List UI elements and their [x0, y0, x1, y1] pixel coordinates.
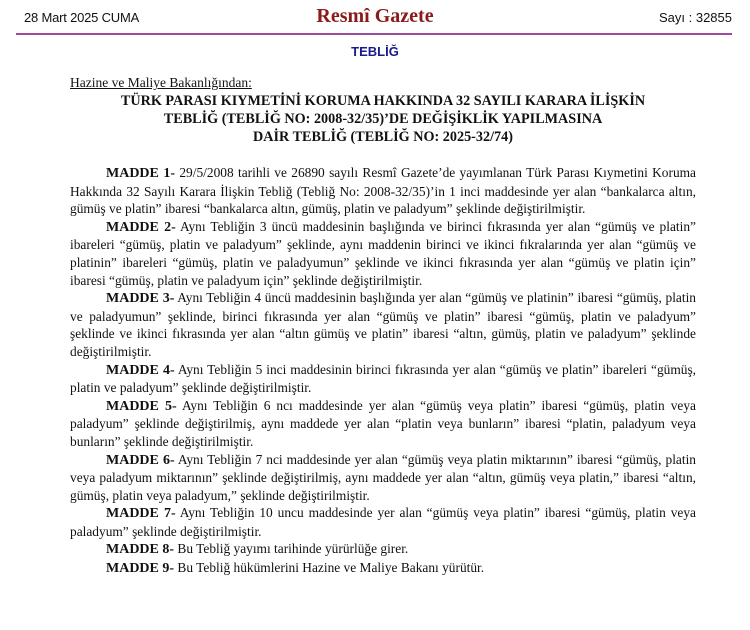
- article: [70, 504, 696, 540]
- article-label: MADDE 6-: [106, 452, 175, 468]
- document-heading-line: TÜRK PARASI KIYMETİNİ KORUMA HAKKINDA 32 SAYILI KARARA İLİŞKİN: [120, 93, 646, 109]
- article-label: MADDE 9-: [106, 561, 175, 577]
- article-label: MADDE 7-: [106, 506, 176, 522]
- article-text: Aynı Tebliğin 6 ncı maddesinde yer alan “gümüş veya platin” ibaresi “gümüş, platin veya paladyum” şeklinde değiştirilmiş, aynı maddede yer alan “platin veya bunların” ibaresi “platin, paladyum veya bunların” şeklinde değiştirilmiştir.: [70, 397, 696, 449]
- article-text: Aynı Tebliğin 5 inci maddesinin birinci fıkrasında yer alan “gümüş ve platin” ibareleri “gümüş, platin ve paladyum” şeklinde değiştirilmiştir.: [70, 361, 696, 396]
- article-label: MADDE 8-: [106, 542, 175, 558]
- article: [70, 540, 696, 559]
- publication-date: 28 Mart 2025 CUMA: [24, 10, 140, 25]
- article-label: MADDE 2-: [106, 219, 176, 235]
- masthead-divider: [16, 33, 732, 35]
- document-heading-line: DAİR TEBLİĞ (TEBLİĞ NO: 2025-32/74): [253, 129, 513, 145]
- article-text: Aynı Tebliğin 10 uncu maddesinde yer alan “gümüş veya platin” ibaresi “gümüş, platin veya paladyum” şeklinde değiştirilmiştir.: [70, 505, 696, 539]
- issuing-authority: Hazine ve Maliye Bakanlığından:: [70, 75, 252, 90]
- article: [70, 164, 696, 218]
- masthead: [16, 0, 734, 32]
- article-label: MADDE 5-: [106, 398, 177, 414]
- articles: [70, 164, 696, 578]
- article: [70, 397, 696, 451]
- article-label: MADDE 1-: [106, 166, 176, 181]
- article: [70, 289, 696, 360]
- document-heading-line: TEBLİĞ (TEBLİĞ NO: 2008-32/35)’DE DEĞİŞİKLİK YAPILMASINA: [163, 111, 603, 127]
- article-text: Aynı Tebliğin 3 üncü maddesinin başlığında ve birinci fıkrasında yer alan “gümüş ve platin” ibareleri “gümüş, platin ve paladyum” şeklinde, aynı maddenin birinci ve ikinci fıkralarında yer alan “gümüş ve platinin” ibareleri “gümüş, platin ve paladyumun” şeklinde ve ikinci fıkrasında yer alan “gümüş ve platin için” ibaresi “gümüş, platin ve paladyum için” şeklinde değiştirilmiştir.: [70, 218, 696, 288]
- article-label: MADDE 3-: [106, 291, 175, 307]
- section-title: TEBLİĞ: [351, 44, 399, 59]
- article-text: Bu Tebliğ yayımı tarihinde yürürlüğe girer.: [174, 541, 409, 557]
- article-text: Aynı Tebliğin 7 nci maddesinde yer alan “gümüş veya platin miktarının” ibaresi “gümüş, platin veya paladyum miktarının” şeklinde değiştirilmiş, aynı maddede yer alan “altın, gümüş veya platin,” ibaresi “altın, gümüş, platin veya paladyum,” şeklinde değiştirilmiştir.: [70, 451, 696, 503]
- issue-number: Sayı : 32855: [659, 10, 732, 25]
- article-text: Aynı Tebliğin 4 üncü maddesinin başlığında yer alan “gümüş ve platinin” ibaresi “gümüş, platin ve paladyumun” şeklinde, birinci fıkrasında yer alan “gümüş ve platin” ibaresi “gümüş, platin ve paladyum” şeklinde ve ikinci fıkrasında yer alan “altın gümüş ve platin” ibaresi “altın, gümüş, platin ve paladyum” şeklinde değiştirilmiştir.: [70, 290, 696, 359]
- article: [70, 218, 696, 289]
- gazette-title: Resmî Gazete: [316, 5, 434, 27]
- document-body: [70, 74, 696, 578]
- article: [70, 559, 696, 578]
- article-text: 29/5/2008 tarihli ve 26890 sayılı Resmî Gazete’de yayımlanan Türk Parası Kıymetini Koruma Hakkında 32 Sayılı Karara İlişkin Tebliğ (Tebliğ No: 2008-32/35)’in 1 inci maddesinde yer alan “bankalarca altın, gümüş ve platin” ibaresi “bankalarca altın, gümüş, platin ve paladyum” şeklinde değiştirilmiştir.: [70, 165, 697, 217]
- article-text: Bu Tebliğ hükümlerini Hazine ve Maliye Bakanı yürütür.: [174, 560, 485, 576]
- article-label: MADDE 4-: [106, 362, 175, 378]
- article: [70, 451, 696, 505]
- article: [70, 361, 696, 397]
